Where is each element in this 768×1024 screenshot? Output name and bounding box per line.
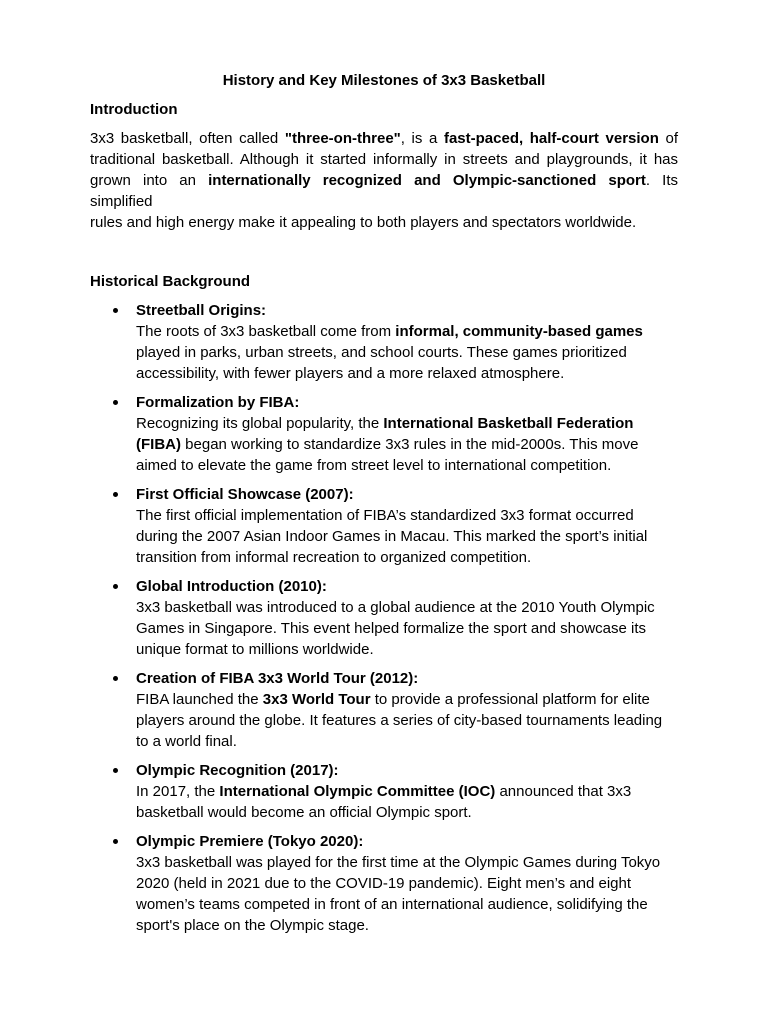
description-line [136, 526, 678, 547]
list-item-streetball-origins [90, 300, 678, 384]
bold-text: fast-paced, half-court version [443, 129, 659, 147]
text-run: sport's place on the Olympic stage. [136, 916, 369, 934]
text-run: Recognizing its global popularity, the [136, 414, 384, 432]
description-line [136, 434, 678, 455]
description-line [136, 618, 678, 639]
text-run: Games in Singapore. This event helped formalize the sport and showcase its [136, 619, 646, 637]
text-run: of [658, 129, 678, 147]
text-run: women’s teams competed in front of an international audience, solidifying the [136, 895, 648, 913]
text-run: announced that 3x3 [495, 782, 632, 800]
list-item-title: Global Introduction (2010): [136, 577, 327, 595]
text-run: 3x3 basketball, often called [90, 129, 285, 147]
paragraph-line [90, 170, 678, 212]
list-item-olympic-premiere [90, 831, 678, 936]
description-line [136, 873, 678, 894]
description-line [136, 413, 678, 434]
bullet-icon [113, 839, 118, 844]
list-item-creation-of-world-tour [90, 668, 678, 752]
bold-text: internationally recognized and Olympic-sanctioned sport [208, 171, 646, 189]
text-run: accessibility, with fewer players and a more relaxed atmosphere. [136, 364, 565, 382]
bullet-icon [113, 400, 118, 405]
text-run: The roots of 3x3 basketball come from [136, 322, 396, 340]
description-line [136, 852, 678, 873]
bold-text: International Basketball Federation [383, 414, 634, 432]
text-run: , is a [400, 129, 444, 147]
text-run: In 2017, the [136, 782, 220, 800]
list-item-title: Olympic Recognition (2017): [136, 761, 339, 779]
description-line [136, 915, 678, 936]
bullet-icon [113, 768, 118, 773]
text-run: basketball would become an official Olympic sport. [136, 803, 472, 821]
text-run: grown into an [90, 171, 209, 189]
text-run: began working to standardize 3x3 rules in the mid-2000s. This move [181, 435, 639, 453]
description-line [136, 455, 678, 476]
section-heading-historical-background: Historical Background [90, 272, 251, 290]
text-run: during the 2007 Asian Indoor Games in Macau. This marked the sport’s initial [136, 527, 648, 545]
text-run: FIBA launched the [136, 690, 263, 708]
bullet-icon [113, 584, 118, 589]
list-item-title: First Official Showcase (2007): [136, 485, 354, 503]
description-line [136, 639, 678, 660]
text-run: 3x3 basketball was introduced to a global audience at the 2010 Youth Olympic [136, 598, 655, 616]
bold-text: (FIBA) [136, 435, 181, 453]
text-run: to provide a professional platform for elite [370, 690, 650, 708]
description-line [136, 894, 678, 915]
bullet-icon [113, 676, 118, 681]
document-title: History and Key Milestones of 3x3 Basketball [222, 71, 546, 89]
description-line [136, 710, 678, 731]
text-run: aimed to elevate the game from street level to international competition. [136, 456, 612, 474]
list-item-olympic-recognition [90, 760, 678, 823]
text-run: to a world final. [136, 732, 237, 750]
description-line [136, 547, 678, 568]
text-run: 3x3 basketball was played for the first time at the Olympic Games during Tokyo [136, 853, 661, 871]
bold-text: "three-on-three" [284, 129, 401, 147]
list-item-global-introduction [90, 576, 678, 660]
list-item-formalization-by-fiba [90, 392, 678, 476]
description-line [136, 363, 678, 384]
description-line [136, 342, 678, 363]
text-run: transition from informal recreation to organized competition. [136, 548, 532, 566]
text-run: rules and high energy make it appealing to both players and spectators worldwide. [90, 213, 637, 231]
milestone-list [90, 300, 678, 936]
bold-text: informal, community-based games [395, 322, 643, 340]
text-run: . Its simplified [90, 171, 678, 210]
paragraph-line [90, 128, 678, 149]
paragraph-line [90, 149, 678, 170]
list-item-title: Streetball Origins: [136, 301, 267, 319]
introduction-paragraph [90, 128, 678, 233]
bold-text: International Olympic Committee (IOC) [219, 782, 496, 800]
description-line [136, 689, 678, 710]
bold-text: 3x3 World Tour [262, 690, 371, 708]
description-line [136, 597, 678, 618]
description-line [136, 781, 678, 802]
text-run: played in parks, urban streets, and school courts. These games prioritized [136, 343, 627, 361]
text-run: 2020 (held in 2021 due to the COVID-19 pandemic). Eight men’s and eight [136, 874, 632, 892]
text-run: players around the globe. It features a series of city-based tournaments leading [136, 711, 663, 729]
description-line [136, 505, 678, 526]
description-line [136, 802, 678, 823]
text-run: The first official implementation of FIBA’s standardized 3x3 format occurred [136, 506, 634, 524]
bullet-icon [113, 308, 118, 313]
section-heading-introduction: Introduction [90, 100, 178, 118]
paragraph-line [90, 212, 678, 233]
text-run: unique format to millions worldwide. [136, 640, 374, 658]
text-run: traditional basketball. Although it started informally in streets and playgrounds, it has [90, 150, 678, 168]
description-line [136, 731, 678, 752]
list-item-title: Creation of FIBA 3x3 World Tour (2012): [136, 669, 419, 687]
bullet-icon [113, 492, 118, 497]
list-item-title: Olympic Premiere (Tokyo 2020): [136, 832, 364, 850]
description-line [136, 321, 678, 342]
list-item-first-official-showcase [90, 484, 678, 568]
list-item-title: Formalization by FIBA: [136, 393, 300, 411]
